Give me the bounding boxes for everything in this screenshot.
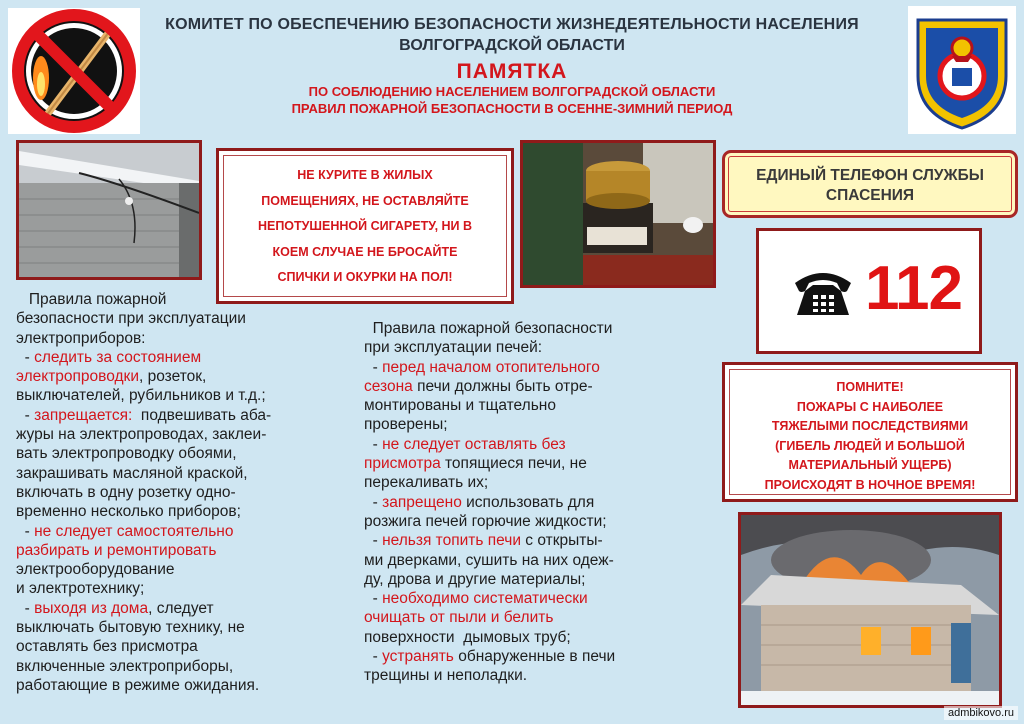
rule-highlight: очищать от пыли и белить [364,609,554,627]
rule-highlight: необходимо систематически [382,590,588,608]
rule-line [364,358,690,377]
rule-text: печи должны быть отре- [412,377,593,395]
rule-highlight: не следует самостоятельно [34,522,234,540]
rule-highlight: устранять [382,648,454,666]
emergency-number: 112 [865,254,963,323]
rule-text: оставлять без присмотра [16,638,198,656]
rule-line [364,512,690,531]
phone-title-line: ЕДИНЫЙ ТЕЛЕФОН СЛУЖБЫ [756,167,984,184]
rule-text: - [364,532,383,550]
rule-line [364,589,690,608]
rule-line [16,348,316,367]
rule-line [16,522,316,541]
rule-text: монтированы и тщательно [364,397,556,415]
phone-title-line: СПАСЕНИЯ [825,187,915,204]
warning-line: НЕ КУРИТЕ В ЖИЛЫХ [297,168,433,182]
rule-text: топящиеся печи, не [440,455,587,473]
rule-text: электрооборудование [16,561,175,579]
rule-text: - [364,648,383,666]
rule-line [16,599,316,618]
rule-highlight: запрещено [382,493,462,511]
rule-line [16,367,316,386]
rule-line [364,319,690,338]
rule-text: работающие в режиме ожидания. [16,676,260,694]
committee-emblem-icon [908,6,1016,134]
rule-line [364,473,690,492]
rule-line [364,396,690,415]
rule-text: розжига печей горючие жидкости; [364,512,607,530]
rule-text: трещины и неполадки. [364,667,528,685]
stove-rules [364,319,690,686]
rule-text: - [16,522,35,540]
rule-text: поверхности дымовых труб; [364,628,571,646]
rule-line [16,464,316,483]
rule-line [364,570,690,589]
rule-line [364,493,690,512]
warning-line: КОЕМ СЛУЧАЕ НЕ БРОСАЙТЕ [272,244,458,259]
remember-line: ПОМНИТЕ! [836,380,904,394]
rule-highlight: запрещается: [34,406,133,424]
rule-line [364,377,690,396]
rule-text: использовать для [461,493,595,511]
rule-line [16,425,316,444]
rule-line [16,309,316,328]
page-title: ПАМЯТКА [456,60,568,83]
rule-text: с открыты- [521,532,603,550]
rule-text: закрашивать масляной краской, [16,464,248,482]
rule-line [364,608,690,627]
rule-highlight: перед началом отопительного [382,358,600,376]
rule-text: - [364,358,383,376]
header-committee-line: КОМИТЕТ ПО ОБЕСПЕЧЕНИЮ БЕЗОПАСНОСТИ ЖИЗНЕДЕЯТЕЛЬНОСТИ НАСЕЛЕНИЯ [165,16,859,33]
rule-highlight: следить за состоянием [34,348,202,366]
subtitle-line-2: ПРАВИЛ ПОЖАРНОЙ БЕЗОПАСНОСТИ В ОСЕННЕ-ЗИМНИЙ ПЕРИОД [291,101,733,116]
header-region-line: ВОЛГОГРАДСКОЙ ОБЛАСТИ [399,37,625,54]
rule-highlight: присмотра [364,455,441,473]
rule-text: - [364,590,383,608]
remember-line: МАТЕРИАЛЬНЫЙ УЩЕРБ) [788,458,952,472]
remember-line: ПОЖАРЫ С НАИБОЛЕЕ [796,399,944,414]
telephone-icon [791,265,855,319]
rule-line [364,454,690,473]
rule-text: при эксплуатации печей: [364,339,543,357]
warning-line: ПОМЕЩЕНИЯХ, НЕ ОСТАВЛЯЙТЕ [261,193,469,208]
rule-line [364,628,690,647]
emergency-phone-panel [756,228,982,354]
rule-text: безопасности при эксплуатации [16,310,246,328]
emergency-phone-title [722,150,1018,218]
rule-line [364,435,690,454]
remember-line: (ГИБЕЛЬ ЛЮДЕЙ И БОЛЬШОЙ [775,438,965,453]
rule-line [16,406,316,425]
photo-burning-house [738,512,1002,708]
rule-text: выключателей, рубильников и т.д.; [16,387,266,405]
rule-text: вать электропроводку обоями, [16,445,237,463]
rule-line [16,329,316,348]
rule-text: Правила пожарной безопасности [364,320,613,337]
rule-line [16,502,316,521]
rule-line [16,541,316,560]
rule-line [16,444,316,463]
remember-line: ПРОИСХОДЯТ В НОЧНОЕ ВРЕМЯ! [764,477,976,492]
rule-text: - [16,406,35,424]
rule-text: включать в одну розетку одно- [16,483,236,501]
warning-line: СПИЧКИ И ОКУРКИ НА ПОЛ! [277,270,453,284]
rule-text: Правила пожарной [16,291,167,308]
rule-line [364,647,690,666]
night-fire-warning [722,362,1018,502]
rule-highlight: электропроводки [16,368,139,386]
rule-highlight: разбирать и ремонтировать [16,541,217,559]
no-smoking-warning [216,148,514,304]
rule-line [364,415,690,434]
rule-line [16,657,316,676]
rule-text: обнаруженные в печи [453,648,616,666]
rule-text: ду, дрова и другие материалы; [364,570,586,588]
rule-text: ми дверками, сушить на них одеж- [364,551,614,569]
site-watermark: admbikovo.ru [944,706,1018,720]
rule-line [16,386,316,405]
rule-highlight: сезона [364,377,413,395]
warning-line: НЕПОТУШЕННОЙ СИГАРЕТУ, НИ В [257,219,473,233]
rule-highlight: выходя из дома [34,599,149,617]
rule-text: - [364,493,383,511]
rule-line [16,618,316,637]
rule-text: выключать бытовую технику, не [16,619,245,637]
rule-text: , розеток, [139,368,207,386]
rule-line [16,560,316,579]
rule-text: журы на электропроводах, заклеи- [16,426,267,444]
rule-text: включенные электроприборы, [16,657,234,675]
rule-line [16,483,316,502]
rule-highlight: не следует оставлять без [382,435,566,453]
rule-line [364,338,690,357]
rule-text: подвешивать аба- [132,406,272,424]
rule-text: электроприборов: [16,329,146,347]
rule-line [364,666,690,685]
rule-text: проверены; [364,416,448,434]
no-smoking-icon [8,8,140,134]
electrical-rules [16,290,316,695]
rule-line [364,551,690,570]
rule-line [16,676,316,695]
rule-text: - [16,599,35,617]
photo-stove-pot [520,140,716,288]
rule-line [16,579,316,598]
rule-line [16,290,316,309]
remember-line: ТЯЖЕЛЫМИ ПОСЛЕДСТВИЯМИ [771,419,969,433]
rule-text: перекаливать их; [364,474,489,492]
rule-text: , следует [148,599,214,617]
rule-text: - [364,435,383,453]
photo-house-wiring [16,140,202,280]
rule-text: - [16,348,35,366]
subtitle-line-1: ПО СОБЛЮДЕНИЮ НАСЕЛЕНИЕМ ВОЛГОГРАДСКОЙ ОБЛАСТИ [308,84,716,99]
rule-text: временно несколько приборов; [16,503,241,521]
rule-line [364,531,690,550]
rule-highlight: нельзя топить печи [382,532,521,550]
rule-text: и электротехнику; [16,580,145,598]
rule-line [16,637,316,656]
